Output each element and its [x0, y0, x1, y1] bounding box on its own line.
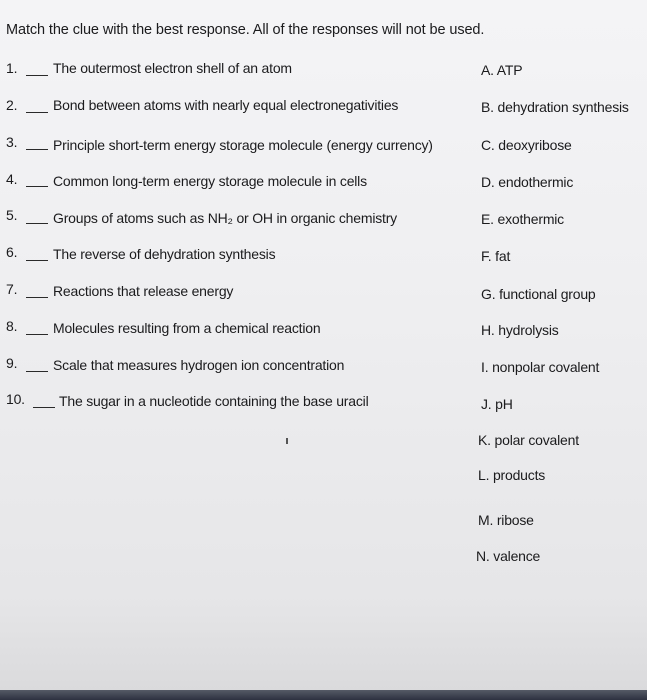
- response-option: M. ribose: [478, 512, 534, 528]
- answer-blank[interactable]: [26, 260, 48, 261]
- clue-number: 2.: [6, 97, 18, 113]
- clue-number: 3.: [6, 134, 18, 150]
- clue-number: 9.: [6, 355, 18, 371]
- answer-blank[interactable]: [26, 149, 48, 150]
- response-option: D. endothermic: [481, 174, 574, 190]
- clue-number: 6.: [6, 244, 18, 260]
- clue-text: Reactions that release energy: [53, 283, 234, 299]
- clue-text: Molecules resulting from a chemical reaction: [53, 320, 321, 336]
- clue-text: Principle short-term energy storage molecule (energy currency): [53, 137, 433, 153]
- answer-blank[interactable]: [26, 334, 48, 335]
- answer-blank[interactable]: [26, 223, 48, 224]
- stray-mark: [286, 438, 288, 444]
- clue-text: Groups of atoms such as NH₂ or OH in organic chemistry: [53, 210, 397, 226]
- clue-text: Common long-term energy storage molecule in cells: [53, 173, 367, 189]
- response-option: H. hydrolysis: [481, 322, 559, 338]
- response-option: G. functional group: [481, 286, 596, 302]
- response-option: J. pH: [481, 396, 513, 412]
- answer-blank[interactable]: [33, 407, 55, 408]
- instructions: Match the clue with the best response. All of the responses will not be used.: [6, 22, 485, 38]
- clue-number: 7.: [6, 281, 18, 297]
- answer-blank[interactable]: [26, 186, 48, 187]
- response-option: F. fat: [481, 248, 511, 264]
- response-option: I. nonpolar covalent: [481, 359, 600, 375]
- clue-number: 4.: [6, 171, 18, 187]
- response-option: A. ATP: [481, 62, 523, 78]
- clue-text: The reverse of dehydration synthesis: [53, 246, 276, 262]
- response-option: B. dehydration synthesis: [481, 99, 629, 115]
- clue-number: 5.: [6, 207, 18, 223]
- clue-number: 1.: [6, 60, 18, 76]
- response-option: C. deoxyribose: [481, 137, 572, 153]
- clue-text: Bond between atoms with nearly equal electronegativities: [53, 97, 399, 113]
- screen-bottom-edge: [0, 690, 647, 700]
- answer-blank[interactable]: [26, 297, 48, 298]
- answer-blank[interactable]: [26, 75, 48, 76]
- clue-number: 10.: [6, 391, 25, 407]
- response-option: N. valence: [476, 548, 541, 564]
- answer-blank[interactable]: [26, 371, 48, 372]
- clue-number: 8.: [6, 318, 18, 334]
- answer-blank[interactable]: [26, 112, 48, 113]
- clue-text: The sugar in a nucleotide containing the base uracil: [59, 393, 369, 409]
- response-option: K. polar covalent: [478, 432, 579, 448]
- response-option: E. exothermic: [481, 211, 564, 227]
- clue-text: Scale that measures hydrogen ion concentration: [53, 357, 345, 373]
- response-option: L. products: [478, 467, 546, 483]
- clue-text: The outermost electron shell of an atom: [53, 60, 292, 76]
